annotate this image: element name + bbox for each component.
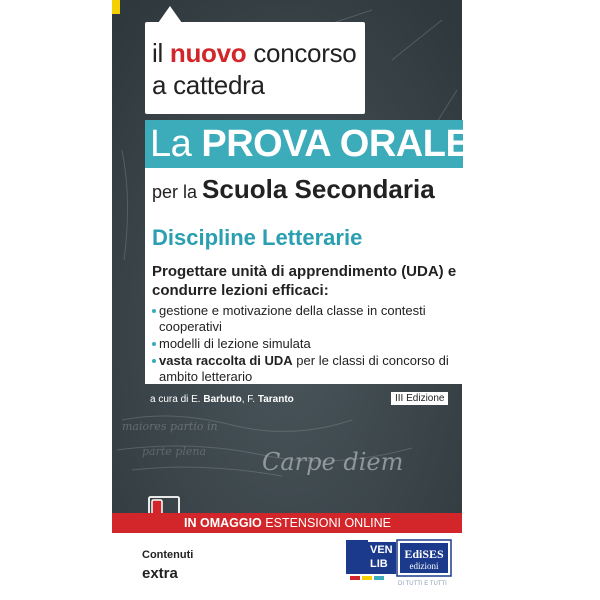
top-accent-strip	[112, 0, 120, 14]
omaggio-bold: IN OMAGGIO	[184, 516, 262, 530]
speech-bubble-tail	[158, 6, 182, 23]
curator-2-name: Taranto	[257, 394, 294, 405]
curator-1-name: Barbuto	[203, 394, 242, 405]
extras-label: Contenuti	[142, 549, 194, 561]
curator-1-initial: E.	[191, 394, 201, 405]
series-suffix: concorso	[253, 38, 357, 68]
bullet-3-text: per le classi di concorso di ambito letterario	[159, 353, 449, 384]
logo-edizioni: edizioni	[409, 561, 439, 571]
curators-prefix: a cura di	[150, 394, 189, 405]
main-title	[150, 122, 470, 166]
bullet-3-bold: vasta raccolta di UDA	[159, 353, 293, 368]
list-item	[152, 353, 457, 385]
svg-text:maiores partio in: maiores partio in	[122, 420, 218, 433]
title-main: PROVA ORALE	[201, 123, 471, 165]
series-line-2: a cattedra	[152, 70, 265, 100]
series-highlight: nuovo	[169, 38, 247, 68]
subtitle-main: Scuola Secondaria	[202, 174, 435, 204]
feature-list	[152, 303, 457, 386]
lead-text: Progettare unità di apprendimento (UDA) e condurre lezioni efficaci:	[152, 263, 457, 299]
bullet-1-text: gestione e motivazione della classe in contesti cooperativi	[159, 303, 426, 334]
logo-lib: LIB	[370, 558, 388, 570]
list-item	[152, 303, 457, 335]
title-prefix: La	[150, 123, 192, 165]
publisher-logo	[346, 538, 462, 596]
logo-edises: EdiSES	[404, 547, 444, 561]
svg-text:Carpe diem: Carpe diem	[262, 448, 404, 476]
curators-sep: ,	[241, 394, 245, 405]
extras-value: extra	[142, 565, 178, 582]
series-prefix: il	[152, 38, 163, 68]
omaggio-text	[184, 515, 391, 531]
curators-line	[150, 394, 294, 405]
curator-2-initial: F.	[247, 394, 256, 405]
bullet-2-text: modelli di lezione simulata	[159, 336, 311, 351]
omaggio-rest: ESTENSIONI ONLINE	[265, 516, 391, 530]
svg-text:parte plena: parte plena	[142, 445, 206, 458]
series-line-1	[152, 38, 356, 68]
list-item	[152, 336, 457, 352]
logo-subline: DI TUTTI E TUTTI	[398, 581, 447, 587]
logo-ven: VEN	[370, 544, 393, 556]
discipline-title: Discipline Letterarie	[152, 225, 363, 250]
subtitle	[152, 176, 435, 205]
subtitle-prefix: per la	[152, 182, 198, 202]
edition-badge: III Edizione	[391, 392, 448, 405]
speech-bubble	[145, 22, 365, 114]
